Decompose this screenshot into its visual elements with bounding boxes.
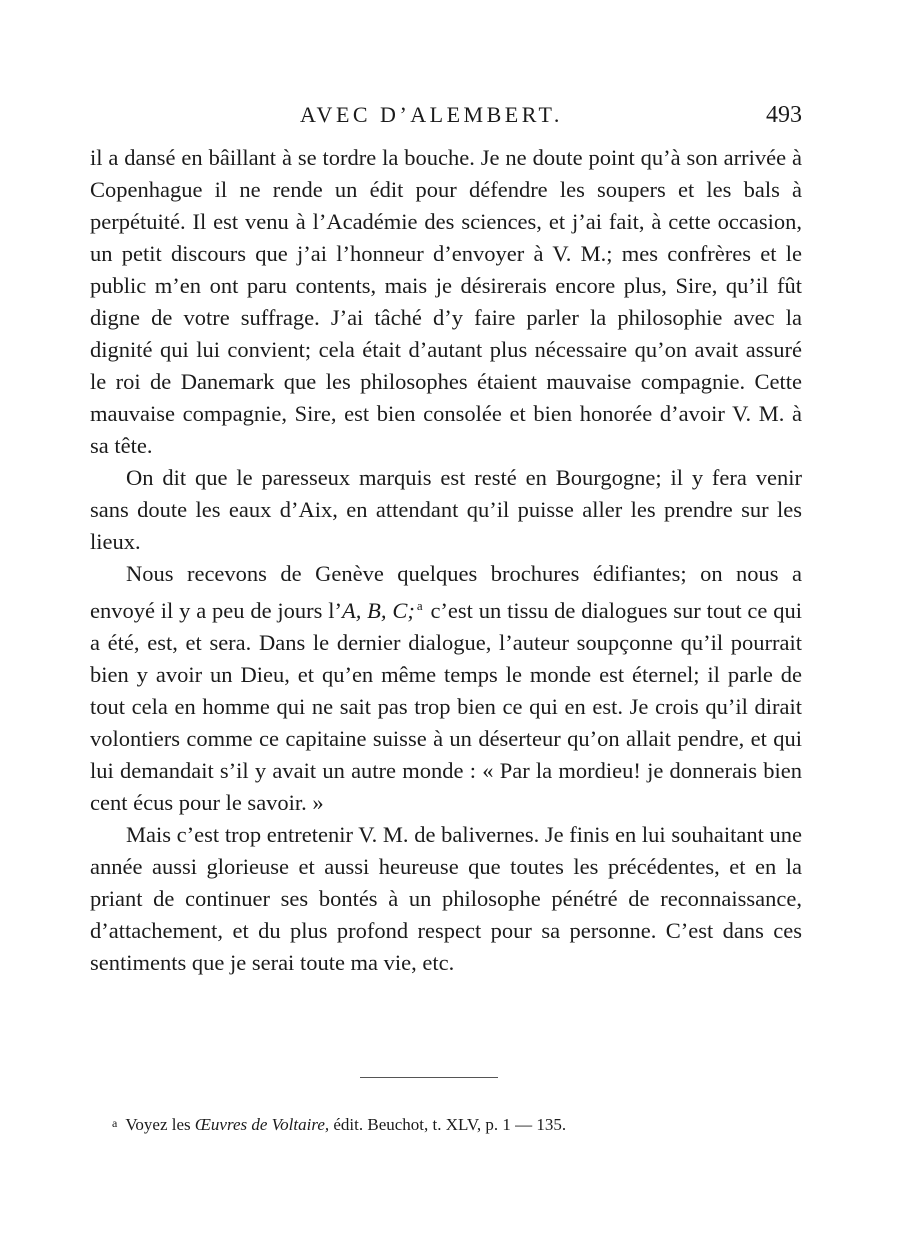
page-number: 493 [766,102,802,128]
footnote-text-start: Voyez les [125,1115,195,1134]
paragraph-3-rest: c’est un tissu de dialogues sur tout ce qui a été, est, et sera. Dans le dernier dialogue, l’auteur soupçonne qu’il pourrait bien y avoir un Dieu, et qu’en même temps le monde est éternel; il parle de tout cela en homme qui ne sait pas trop bien ce qui en est. Je crois qu’il dirait volontiers comme ce capitaine suisse à un déserteur qu’on allait pendre, et qui lui demandait s’il y avait un autre monde : « Par la mordieu! je donnerais bien cent écus pour le savoir. » [90,598,802,815]
footnote-separator [360,1077,498,1078]
footnote-work-title: Œuvres de Voltaire, [194,1115,330,1134]
paragraph-2: On dit que le paresseux marquis est resté en Bourgogne; il y fera venir sans doute les eaux d’Aix, en attendant qu’il puisse aller les prendre sur les lieux. [90,465,802,554]
work-title-abc: A, B, C; [341,598,415,623]
paragraph-3 [90,558,802,819]
footnote-reference: a [416,598,423,613]
body-text [90,142,802,979]
footnote [112,1112,802,1136]
paragraph-1: il a dansé en bâillant à se tordre la bouche. Je ne doute point qu’à son arrivée à Copenhague il ne rende un édit pour défendre les soupers et les bals à perpétuité. Il est venu à l’Académie des sciences, et j’ai fait, à cette occasion, un petit discours que j’ai l’honneur d’envoyer à V. M.; mes confrères et le public m’en ont paru contents, mais je désirerais encore plus, Sire, qu’il fût digne de votre suffrage. J’ai tâché d’y faire parler la philosophie avec la dignité qui lui convient; cela était d’autant plus nécessaire qu’on avait assuré le roi de Danemark que les philosophes étaient mauvaise compagnie. Cette mauvaise compagnie, Sire, est bien consolée et bien honorée d’avoir V. M. à sa tête. [90,145,802,458]
paragraph-3-start: Nous recevons de Genève quelques brochures édifiantes; on nous a envoyé il y a peu de jours l’ [90,561,802,623]
footnote-text-end: édit. Beuchot, t. XLV, p. 1 — 135. [329,1115,567,1134]
page-header [90,100,802,134]
footnote-mark: a [112,1116,118,1130]
paragraph-4: Mais c’est trop entretenir V. M. de balivernes. Je finis en lui souhaitant une année aussi glorieuse et aussi heureuse que toutes les précédentes, et en la priant de continuer ses bontés à un philosophe pénétré de reconnaissance, d’attachement, et du plus profond respect pour sa personne. C’est dans ces sentiments que je serai toute ma vie, etc. [90,822,802,975]
running-title: AVEC D’ALEMBERT. [300,102,563,127]
